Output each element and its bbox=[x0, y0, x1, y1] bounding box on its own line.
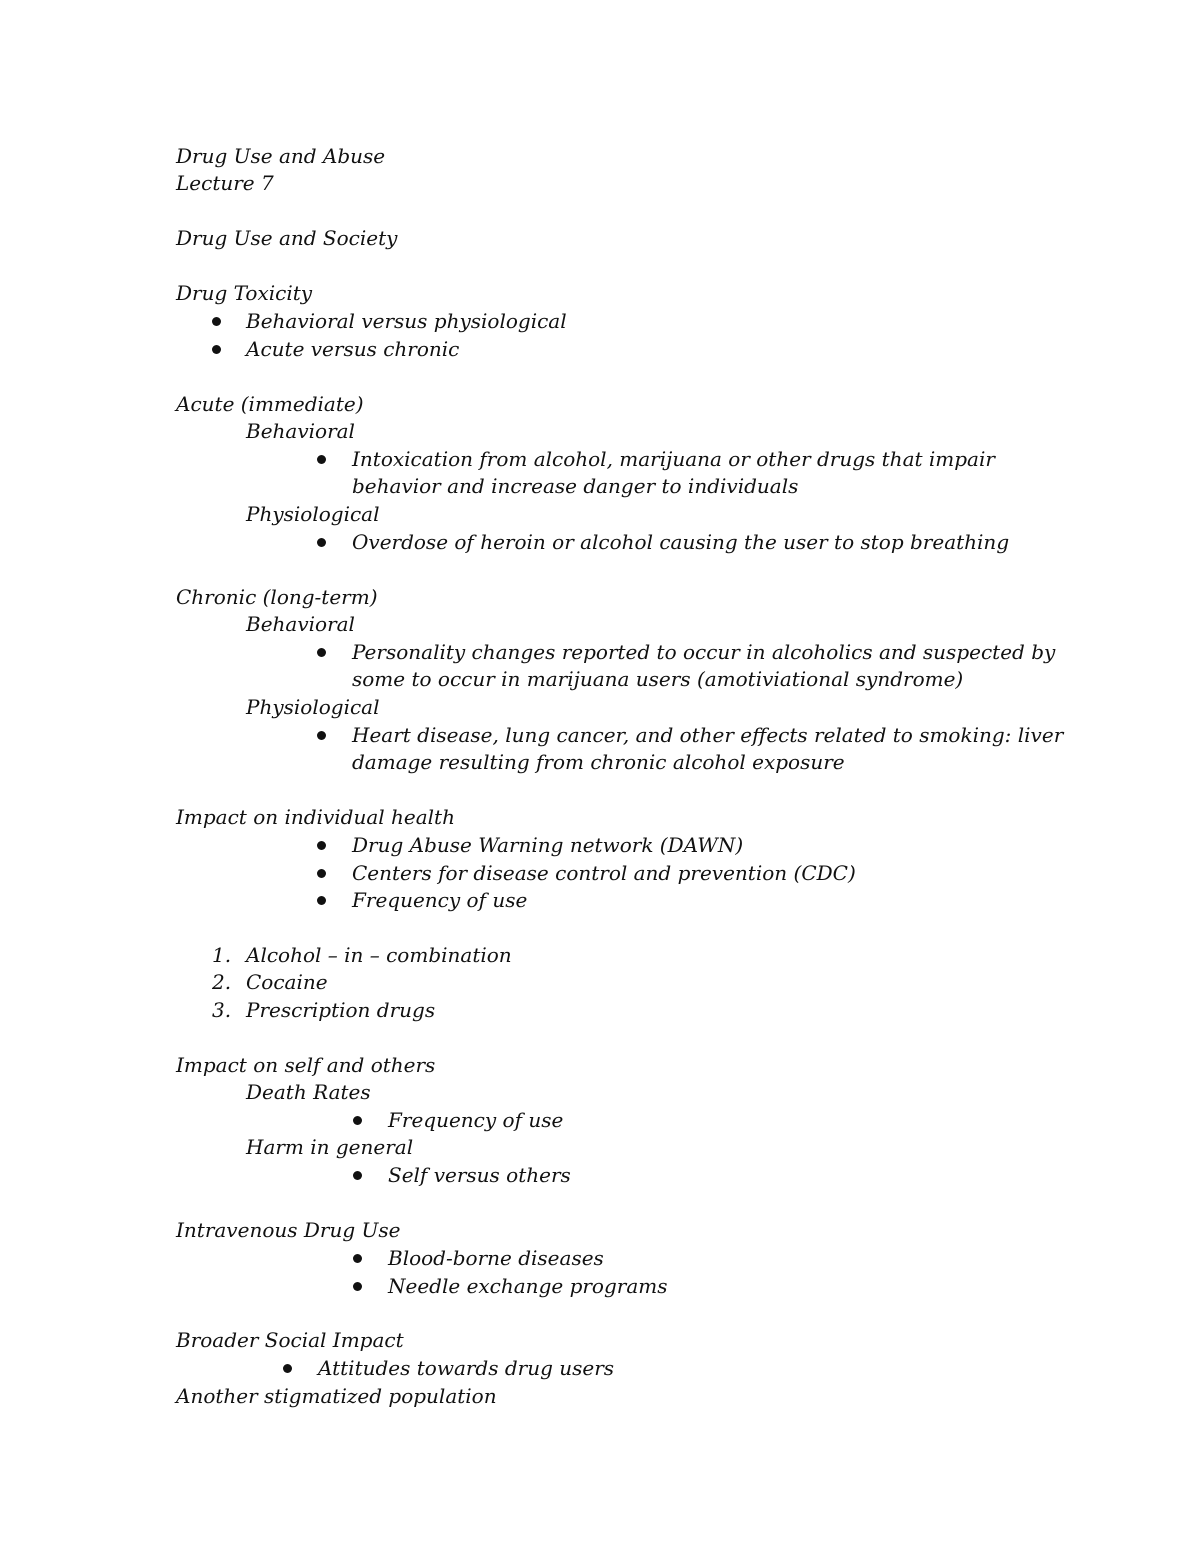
list-item: Blood-borne diseases bbox=[388, 1246, 604, 1270]
numbered-item: Cocaine bbox=[246, 970, 328, 994]
subheading-death-rates: Death Rates bbox=[246, 1080, 371, 1104]
bullet-icon bbox=[317, 455, 326, 464]
bullet-icon bbox=[317, 841, 326, 850]
list-item-continuation: some to occur in marijuana users (amotiviational syndrome) bbox=[352, 667, 964, 691]
list-item: Intoxication from alcohol, marijuana or other drugs that impair bbox=[352, 447, 995, 471]
list-item: Heart disease, lung cancer, and other effects related to smoking: liver bbox=[352, 723, 1064, 747]
bullet-icon bbox=[212, 317, 221, 326]
list-item: Needle exchange programs bbox=[388, 1274, 668, 1298]
bullet-icon bbox=[353, 1116, 362, 1125]
list-item: Drug Abuse Warning network (DAWN) bbox=[352, 833, 744, 857]
bullet-icon bbox=[317, 869, 326, 878]
bullet-icon bbox=[317, 648, 326, 657]
list-item: Frequency of use bbox=[388, 1108, 564, 1132]
list-item-continuation: damage resulting from chronic alcohol exposure bbox=[352, 750, 845, 774]
bullet-icon bbox=[317, 731, 326, 740]
bullet-icon bbox=[212, 345, 221, 354]
list-number: 2. bbox=[212, 970, 232, 994]
heading-intravenous: Intravenous Drug Use bbox=[176, 1218, 401, 1242]
closing-line: Another stigmatized population bbox=[176, 1384, 497, 1408]
bullet-icon bbox=[353, 1254, 362, 1263]
list-item: Behavioral versus physiological bbox=[246, 309, 567, 333]
list-number: 3. bbox=[212, 998, 232, 1022]
numbered-item: Alcohol – in – combination bbox=[246, 943, 512, 967]
subheading-physiological: Physiological bbox=[246, 695, 380, 719]
heading-acute: Acute (immediate) bbox=[176, 392, 364, 416]
bullet-icon bbox=[353, 1171, 362, 1180]
list-item: Personality changes reported to occur in alcoholics and suspected by bbox=[352, 640, 1056, 664]
list-item: Attitudes towards drug users bbox=[318, 1356, 615, 1380]
numbered-item: Prescription drugs bbox=[246, 998, 436, 1022]
heading-self-others: Impact on self and others bbox=[176, 1053, 436, 1077]
list-item: Acute versus chronic bbox=[246, 337, 460, 361]
subheading-behavioral: Behavioral bbox=[246, 612, 355, 636]
section-heading-society: Drug Use and Society bbox=[176, 226, 398, 250]
list-item: Centers for disease control and prevention (CDC) bbox=[352, 861, 856, 885]
subheading-behavioral: Behavioral bbox=[246, 419, 355, 443]
subheading-physiological: Physiological bbox=[246, 502, 380, 526]
bullet-icon bbox=[353, 1282, 362, 1291]
list-item: Overdose of heroin or alcohol causing the user to stop breathing bbox=[352, 530, 1010, 554]
bullet-icon bbox=[317, 896, 326, 905]
list-item: Frequency of use bbox=[352, 888, 528, 912]
bullet-icon bbox=[317, 538, 326, 547]
document-title: Drug Use and Abuse bbox=[176, 144, 386, 168]
list-item-continuation: behavior and increase danger to individuals bbox=[352, 474, 799, 498]
heading-chronic: Chronic (long-term) bbox=[176, 585, 378, 609]
heading-individual-health: Impact on individual health bbox=[176, 805, 455, 829]
lecture-number: Lecture 7 bbox=[176, 171, 274, 195]
heading-social-impact: Broader Social Impact bbox=[176, 1328, 404, 1352]
bullet-icon bbox=[283, 1364, 292, 1373]
list-number: 1. bbox=[212, 943, 232, 967]
list-item: Self versus others bbox=[388, 1163, 571, 1187]
heading-drug-toxicity: Drug Toxicity bbox=[176, 281, 313, 305]
subheading-harm: Harm in general bbox=[246, 1135, 414, 1159]
